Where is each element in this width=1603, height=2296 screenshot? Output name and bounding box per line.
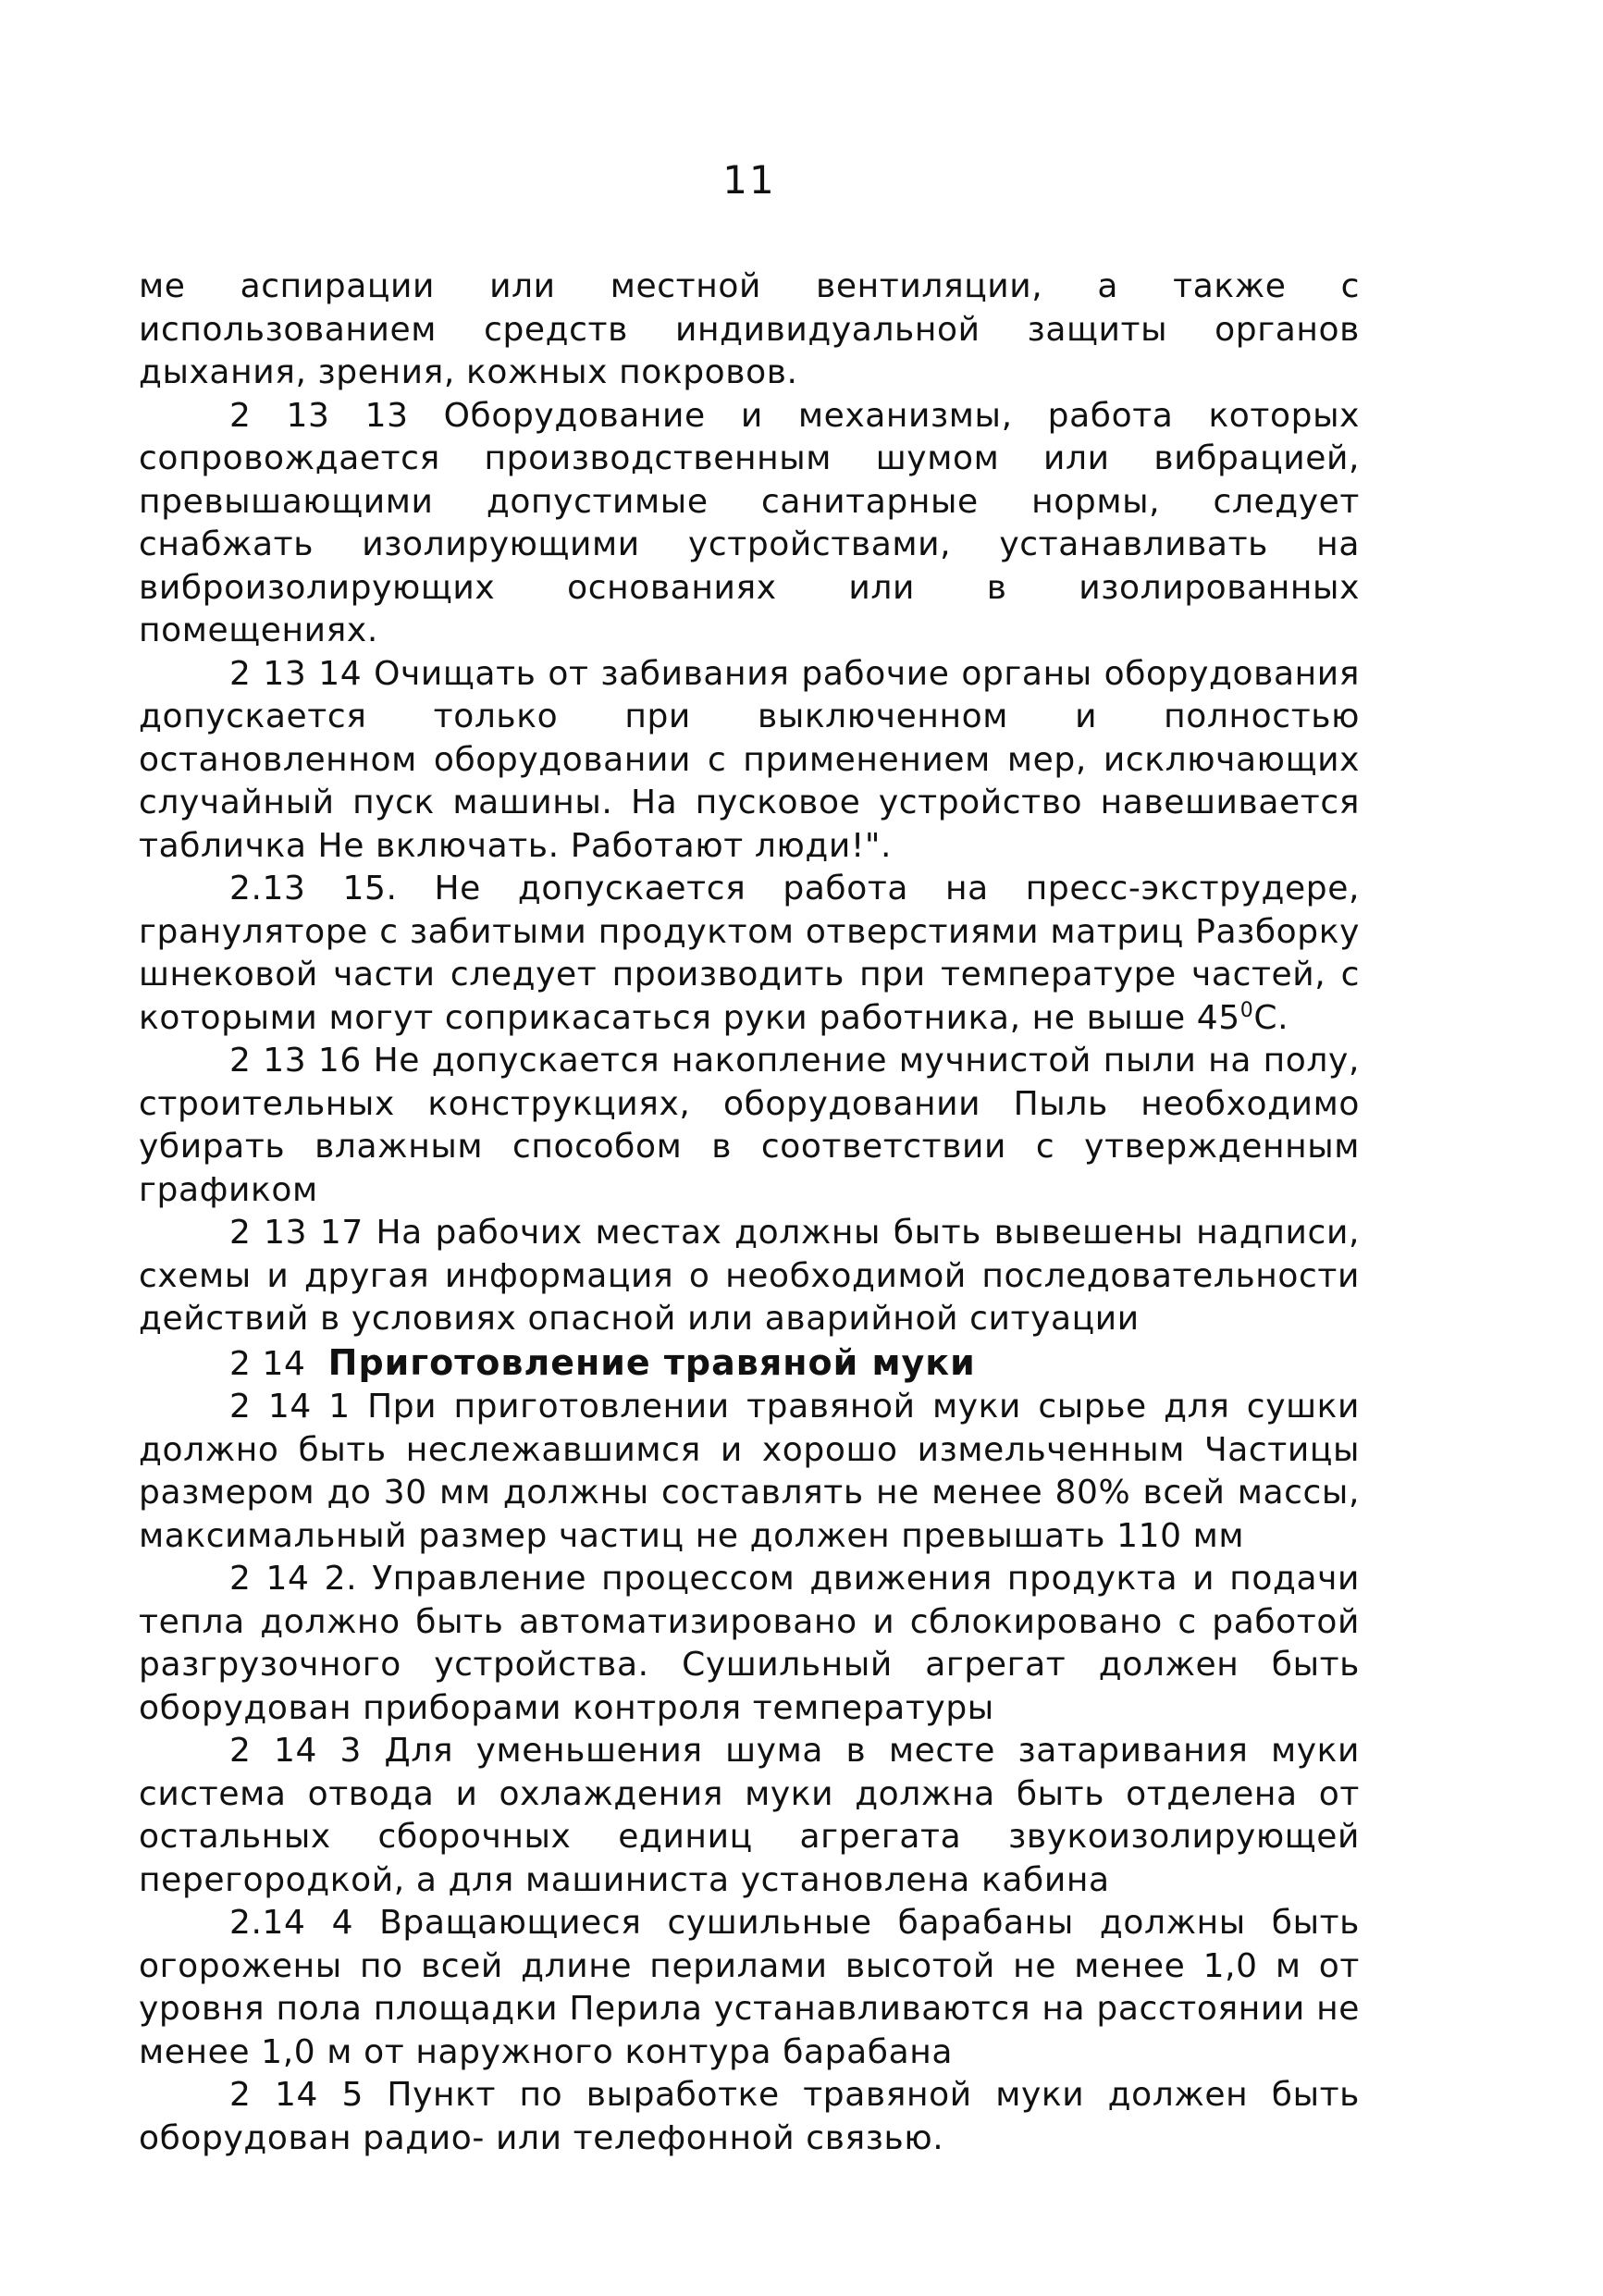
paragraph-2-14-4: 2.14 4 Вращающиеся сушильные барабаны должны быть огорожены по всей длине перилами высотой не менее 1,0 м от уровня пола площадки Перила устанавливаются на расстоянии не менее 1,0 м от наружного контура барабана: [139, 1904, 1360, 2071]
paragraph-2-13-16: 2 13 16 Не допускается накопление мучнистой пыли на полу, строительных конструкциях, оборудовании Пыль необходимо убирать влажным способом в соответствии с утвержденным графиком: [139, 1042, 1360, 1209]
paragraph-2-13-15-text: 2.13 15. Не допускается работа на пресс-экструдере, грануляторе с забитыми продуктом отверстиями матриц Разборку шнековой части следует производить при температуре частей, с которыми могут соприкасаться руки работника, не выше 45: [139, 870, 1360, 1037]
document-body: [139, 265, 1360, 2160]
paragraph-2-13-14: 2 13 14 Очищать от забивания рабочие органы оборудования допускается только при выключенном и полностью остановленном оборудовании с применением мер, исключающих случайный пуск машины. На пусковое устройство навешивается табличка Не включать. Работают люди!".: [139, 654, 1360, 865]
paragraph-2-13-17: 2 13 17 На рабочих местах должны быть вывешены надписи, схемы и другая информация о необходимой последовательности действий в условиях опасной или аварийной ситуации: [139, 1214, 1360, 1338]
temperature-unit: С.: [1253, 998, 1289, 1037]
section-heading: [139, 1341, 1360, 1387]
paragraph-2-14-3: 2 14 3 Для уменьшения шума в месте затаривания муки система отвода и охлаждения муки должна быть отделена от остальных сборочных единиц агрегата звукоизолирующей перегородкой, а для машиниста установлена кабина: [139, 1732, 1360, 1899]
paragraph-2-14-1: 2 14 1 При приготовлении травяной муки сырье для сушки должно быть неслежавшимся и хорошо измельченным Частицы размером до 30 мм должны составлять не менее 80% всей массы, максимальный размер частиц не должен превышать 110 мм: [139, 1388, 1360, 1555]
paragraph-2-14-2: 2 14 2. Управление процессом движения продукта и подачи тепла должно быть автоматизировано и сблокировано с работой разгрузочного устройства. Сушильный агрегат должен быть оборудован приборами контроля температуры: [139, 1560, 1360, 1727]
paragraph-continuation: ме аспирации или местной вентиляции, а также с использованием средств индивидуальной защиты органов дыхания, зрения, кожных покровов.: [139, 267, 1360, 391]
paragraph-2-14-5: 2 14 5 Пункт по выработке травяной муки должен быть оборудован радио- или телефонной связью.: [139, 2076, 1360, 2157]
section-title: Приготовление травяной муки: [327, 1341, 976, 1383]
paragraph-2-13-13: 2 13 13 Оборудование и механизмы, работа которых сопровождается производственным шумом или вибрацией, превышающими допустимые санитарные нормы, следует снабжать изолирующими устройствами, устанавливать на виброизолирующих основаниях или в изолированных помещениях.: [139, 396, 1360, 649]
page-number: 11: [722, 157, 776, 203]
section-number: 2 14: [229, 1344, 306, 1383]
degree-sign: 0: [1239, 998, 1254, 1022]
paragraph-2-13-15: [139, 868, 1360, 1040]
